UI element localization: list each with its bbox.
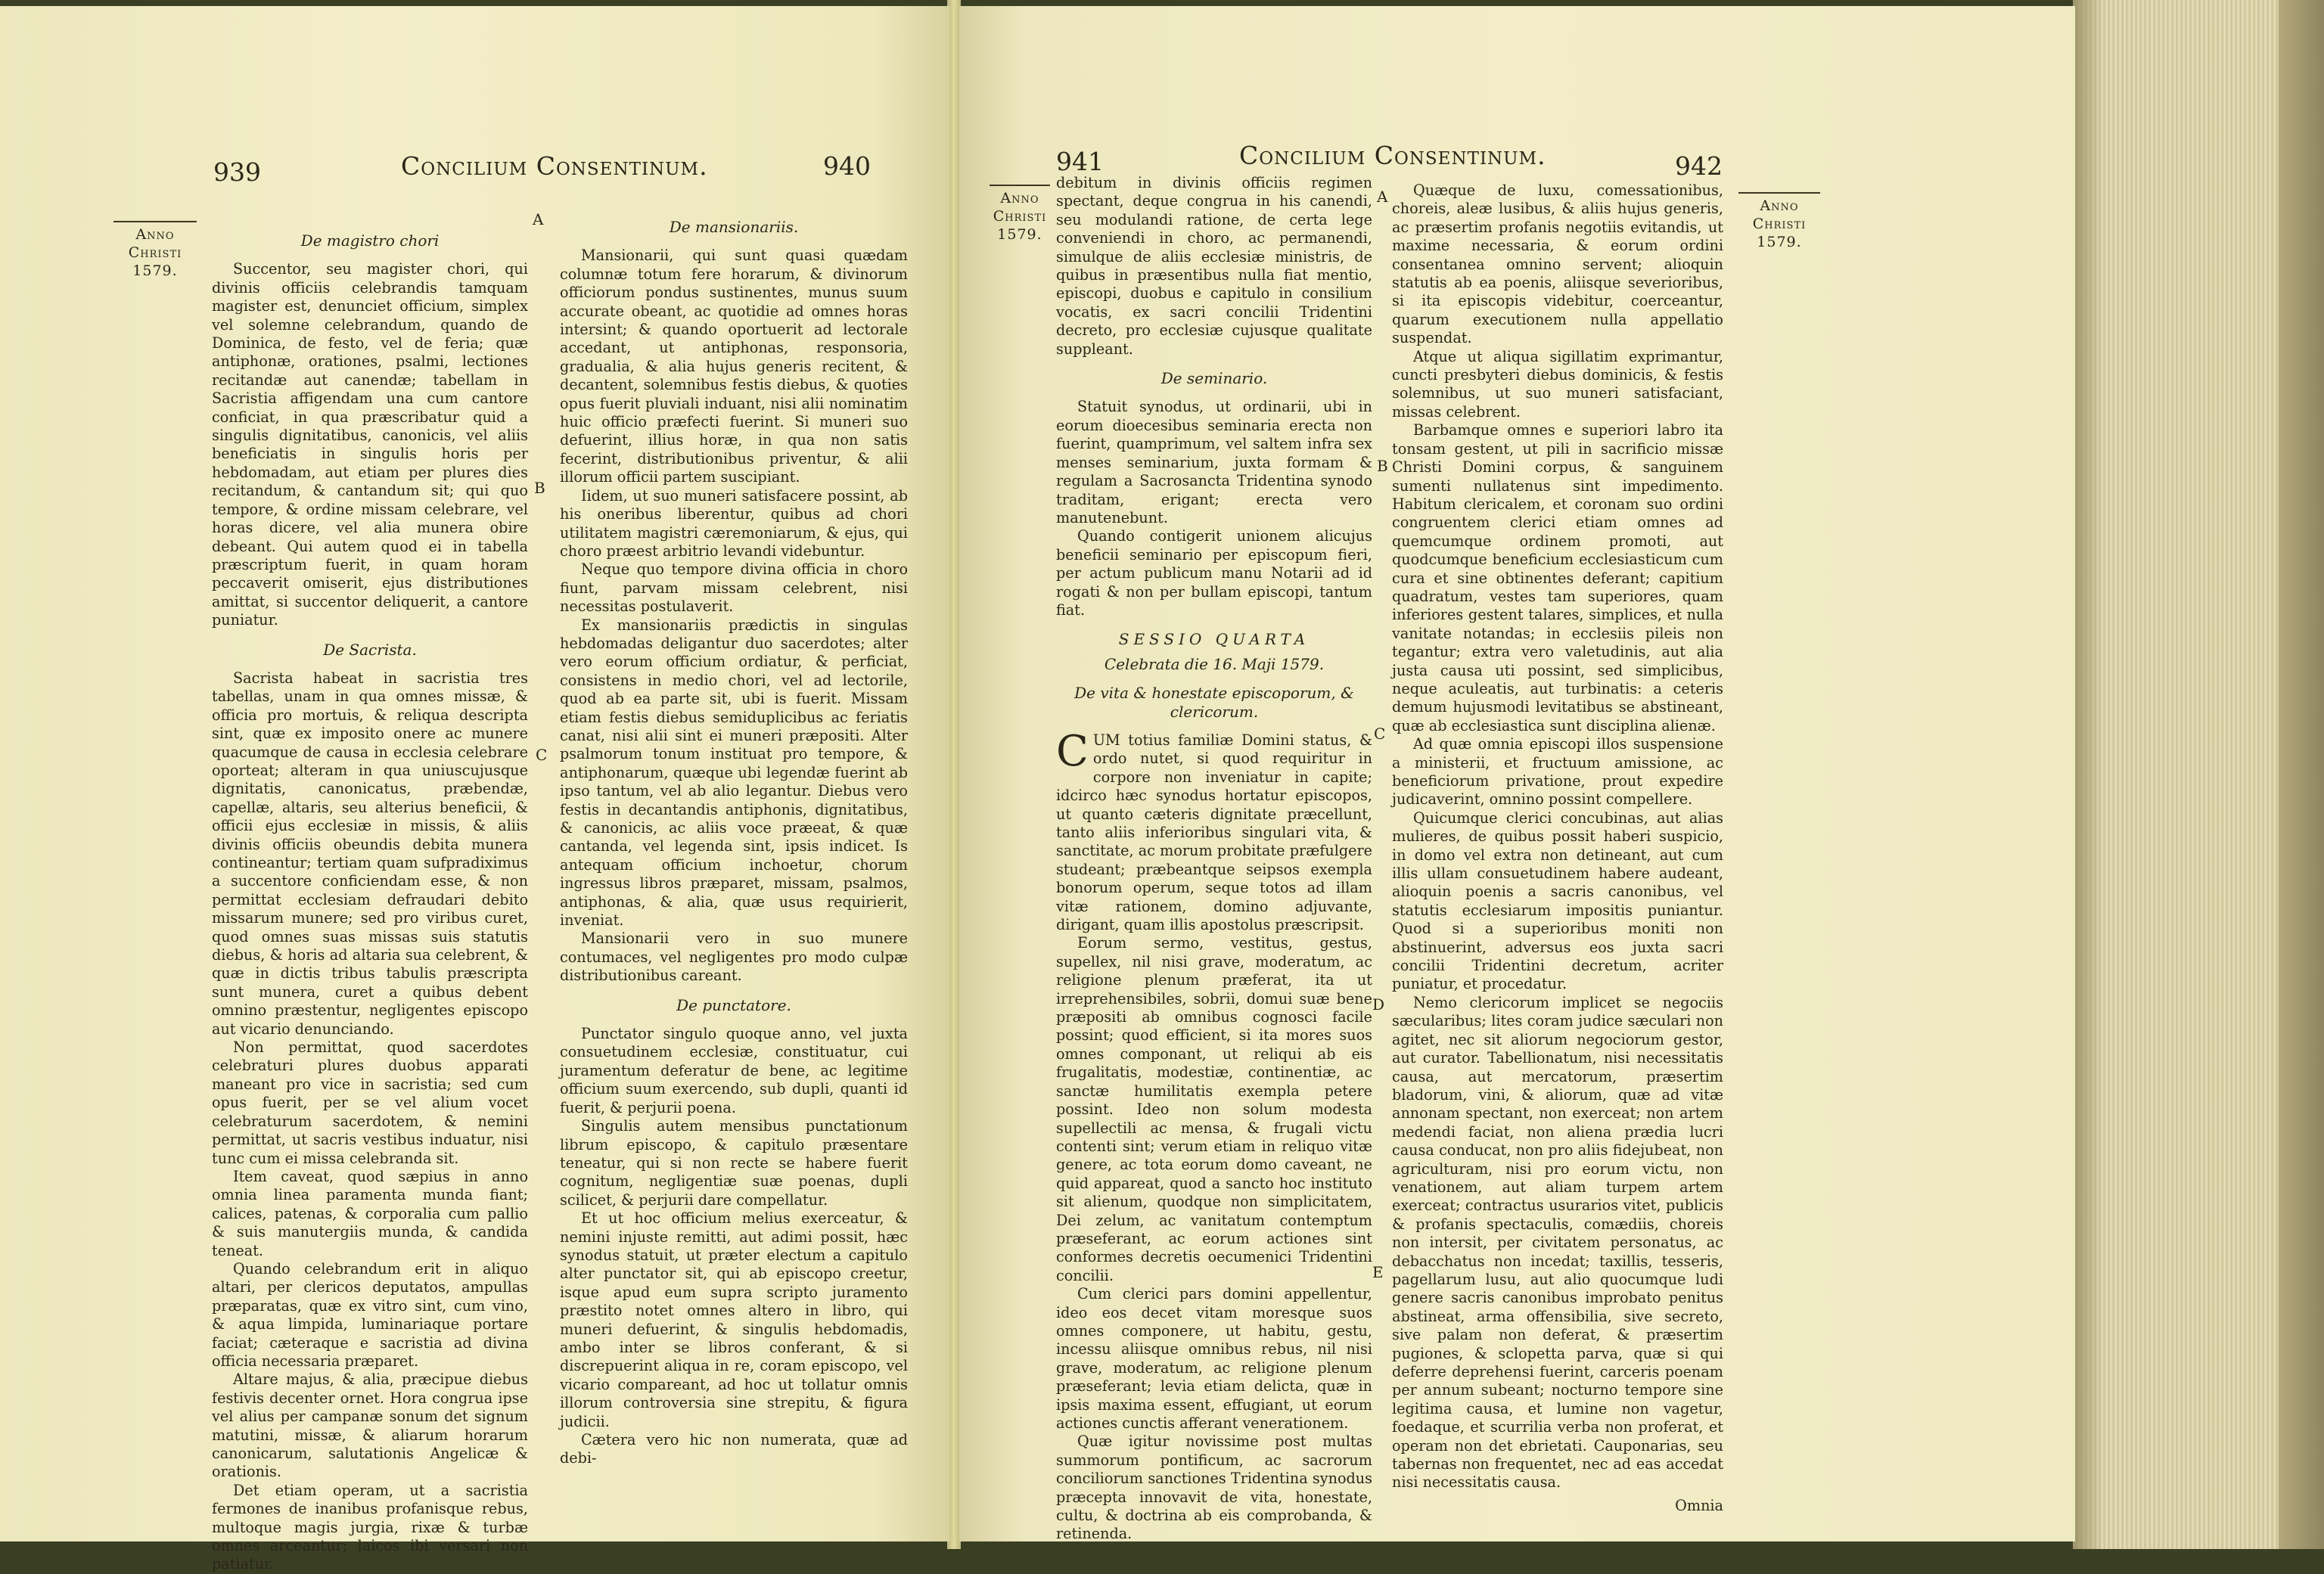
heading-de-punctatore: De punctatore. bbox=[676, 995, 791, 1014]
paragraph: Iidem, ut suo muneri satisfacere possint, ab his oneribus liberentur, quibus ad chori utilitatem magistri cæremoniarum, & ejus, qui choro præest arbitrio levandi videbuntur. bbox=[560, 486, 908, 560]
paragraph: Et ut hoc officium melius exerceatur, & nemini injuste remitti, aut adimi possit, hæc synodus statuit, ut præter electum a capitulo alter punctator sit, qui ab episcopo creetur, isque apud eum supra scripto juramento præstito notet omnes altero in libro, qui muneri defuerint, & singulis hebdomadis, ambo inter se libros conferant, & si discrepuerint aliqua in re, coram episcopo, vel vicario compareant, ad hoc ut tollatur omnis illorum controversia sine strepitu, & figura judicii. bbox=[560, 1209, 908, 1430]
margin-year: 1579. bbox=[1757, 234, 1802, 250]
paragraph: Quicumque clerici concubinas, aut alias mulieres, de quibus possit haberi suspicio, in domo vel extra non detineant, aut cum illis ullam consuetudinem habere audeant, alioquin poenis a sacris canonibus, vel statutis ecclesiarum impositis puniantur. Quod si a superioribus moniti non abstinuerint, adversus eos juxta sacri concilii Tridentini decretum, acriter puniatur, et procedatur. bbox=[1392, 809, 1723, 993]
heading-de-sacrista: De Sacrista. bbox=[323, 640, 417, 659]
paragraph: Mansionarii vero in suo munere contumaces, vel negligentes pro modo culpæ distributionibus careant. bbox=[560, 930, 908, 985]
paragraph: Ad quæ omnia episcopi illos suspensione a ministerii, et fructuum amissione, ac beneficiorum privatione, prout expedire judicaverint, omnino possint compellere. bbox=[1392, 735, 1723, 809]
paragraph: Quando contigerit unionem alicujus beneficii seminario per episcopum fieri, per actum publicum manu Notarii ad id rogati & non per bullam episcopi, tantum fiat. bbox=[1056, 527, 1372, 619]
heading-de-magistro-chori: De magistro chori bbox=[300, 231, 440, 250]
right-page-column-1 bbox=[1056, 174, 1372, 1544]
paragraph: Mansionarii, qui sunt quasi quædam columnæ totum fere horarum, & divinorum officiorum pondus sustinentes, munus suum accurate obeant, ac quotidie ad omnes horas intersint; & quando oportuerit ad lectorale accedant, ut antiphonas, responsoria, gradualia, & alia hujus generis recitent, & decantent, solemnibus festis diebus, & quoties opus fuerit pluviali induant, nisi alii nominatim huic officio præfecti fuerint. Si muneri suo defuerint, illius horæ, in qua non satis fecerint, distributionibus priventur, & alii illorum officii partem suscipiant. bbox=[560, 247, 908, 486]
paragraph: Atque ut aliqua sigillatim exprimantur, cuncti presbyteri diebus dominicis, & festis solemnibus, ut suo muneri satisfaciant, missas celebrent. bbox=[1392, 347, 1723, 421]
left-page-column-2 bbox=[560, 207, 908, 1468]
margin-christi: Christi bbox=[128, 244, 182, 261]
margin-anno: Anno bbox=[1760, 197, 1799, 214]
running-head: Concilium Consentinum. bbox=[1239, 141, 1546, 170]
margin-note-anno-christi-right bbox=[1741, 197, 1817, 251]
paragraph-with-dropcap bbox=[1056, 726, 1372, 934]
paragraph: Punctator singulo quoque anno, vel juxta consuetudinem ecclesiæ, constituatur, cui juramentum deferatur de bene, ac legitime officium suum exercendo, sub dupli, quanti id fuerit, & perjurii poena. bbox=[560, 1025, 908, 1116]
paragraph: Cætera vero hic non numerata, quæ ad debi- bbox=[560, 1431, 908, 1467]
paragraph: Eorum sermo, vestitus, gestus, supellex, nil nisi grave, moderatum, ac religione plenum præferat, ita ut irreprehensibiles, sobrii, domui suæ bene præpositi ab omnibus cognosci facile possint; quod efficient, si ita mores suos omnes componant, ut reliqui ab eis frugalitatis, modestiæ, continentiæ, ac sanctæ humilitatis exempla petere possint. Ideo non solum modesta supellectili ac mensa, & frugali victu contenti sint; verum etiam in reliquo vitæ genere, ac tota eorum domo caveant, ne quid appareat, quod a sancto hoc instituto sit alienum, quodque non simplicitatem, Dei zelum, ac vanitatum contemptum præseferant, ac eorum actiones sint conformes decretis oecumenici Tridentini concilii. bbox=[1056, 934, 1372, 1284]
section-letter-d: D bbox=[1372, 995, 1385, 1014]
paragraph: Non permittat, quod sacerdotes celebraturi plures duobus apparati maneant pro vice in sacristia; sed cum opus fuerit, per se vel alium vocet celebraturum sacerdotem, & nemini permittat, ut sacris vestibus induatur, nisi tunc cum ei missa celebranda sit. bbox=[212, 1038, 528, 1167]
paragraph: debitum in divinis officiis regimen spectant, deque congrua in his canendi, seu modulandi ratione, de certa lege conveniendi in choro, ac permanendi, simulque de aliis ecclesiæ ministris, de quibus in præsentibus nulla fiat mentio, episcopi, duobus e capitulo in consilium vocatis, ex sacri concilii Tridentini decreto, pro ecclesiæ cujusque qualitate suppleant. bbox=[1056, 174, 1372, 358]
paragraph: Barbamque omnes e superiori labro ita tonsam gestent, ut pili in sacrificio missæ Christi Domini corpus, & sanguinem sumenti nullatenus sint impedimento. Habitum clericalem, et coronam suo ordini congruentem clerici etiam omnes ad quemcumque ordinem promoti, aut quodcumque beneficium ecclesiasticum cum cura et sine obtinentes deferant; capitium quadratum, vestes tam superiores, quam inferiores gestent talares, simplices, et nulla vanitate notandas; in ecclesiis pileis non tegantur; extra vero valetudinis, aut alia justa causa uti possint, sed simplicibus, neque aculeatis, aut turbinatis: a ceteris demum hujusmodi levitatibus se abstineant, quæ ab ecclesiastica sunt disciplina alienæ. bbox=[1392, 421, 1723, 734]
page-stack-shadow bbox=[2073, 0, 2103, 1549]
heading-de-vita-et-honestate: De vita & honestate episcoporum, & clericorum. bbox=[1074, 684, 1354, 721]
session-heading: SESSIO QUARTA bbox=[1118, 630, 1310, 649]
right-page-column-2 bbox=[1392, 182, 1723, 1515]
running-head: Concilium Consentinum. bbox=[401, 151, 708, 181]
session-date: Celebrata die 16. Maji 1579. bbox=[1104, 654, 1325, 673]
drop-capital: C bbox=[1056, 726, 1089, 776]
section-letter-a: A bbox=[533, 210, 544, 228]
page-number-941: 941 bbox=[1056, 147, 1104, 176]
paragraph: Statuit synodus, ut ordinarii, ubi in eorum dioecesibus seminaria erecta non fuerint, quamprimum, vel saltem infra sex menses seminarium, juxta formam & regulam a Sacrosancta Tridentina synodo traditam, erigant; erecta vero manutenebunt. bbox=[1056, 398, 1372, 526]
page-stack-edge bbox=[2073, 0, 2324, 1549]
margin-note-anno-christi-left bbox=[990, 189, 1050, 244]
paragraph: Nemo clericorum implicet se negociis sæcularibus; lites coram judice sæculari non agitet, nec sit aliorum negociorum gestor, aut curator. Tabellionatum, nisi necessitatis causa, aut mercatorum, præsertim bladorum, vini, & aliorum, quæ ad vitæ annonam spectant, non exerceat; non artem medendi faciat, non aliena prædia lucri causa conducat, non pro aliis fidejubeat, non agriculturam, nisi pro eorum victu, non venationem, aut aliam turpem artem exerceat; contractus usurarios vitet, publicis & profanis spectaculis, comædiis, choreis non intersit, per civitatem personatus, ac debacchatus non incedat; taxillis, tesseris, pagellarum lusu, aut alio quocumque ludi genere sacris canonibus improbato penitus abstineat, arma offensibilia, sive secreto, sive palam non deferat, & præsertim pugiones, & sclopetta parva, quæ si qui deferre deprehensi fuerint, carceris poenam per annum subeant; nocturno tempore sine legitima causa, et lumine non vagetur, foedaque, et scurrilia verba non proferat, et operam non det ebrietati. Cauponarias, seu tabernas non frequentet, nec ad eas accedat nisi necessitatis causa. bbox=[1392, 993, 1723, 1492]
section-letter-b: B bbox=[534, 479, 545, 497]
paragraph: Neque quo tempore divina officia in choro fiunt, parvam missam celebrent, nisi necessitas postulaverit. bbox=[560, 560, 908, 616]
heading-de-mansionariis: De mansionariis. bbox=[669, 218, 799, 236]
left-page-column-1 bbox=[212, 221, 528, 1574]
paragraph: Quæque de luxu, comessationibus, choreis, aleæ lusibus, & aliis hujus generis, ac præsertim profanis negotiis evitandis, ut maxime necessaria, & eorum ordini consentanea omnino servent; alioquin statutis ab ea poenis, aliisque severioribus, si ita episcopis videbitur, coerceantur, quarum executionem nulla appellatio suspendat. bbox=[1392, 182, 1723, 347]
paragraph: Sacrista habeat in sacristia tres tabellas, unam in qua omnes missæ, & officia pro mortuis, & reliqua descripta sint, quæ ex imposito onere ac munere quacumque de causa in ecclesia celebrare oporteat; alteram in qua uniuscujusque dignitatis, canonicatus, præbendæ, capellæ, altaris, seu alterius beneficii, & officii ejus ecclesiæ in missis, & aliis divinis officiis obeundis debita munera contineantur; tertiam quam sufpradiximus a succentore conficiendam esse, & non permittat ecclesiam defraudari debito missarum munere; sed pro viribus curet, quod omnes suas missas suis statutis diebus, & horis ad altaria sua celebrent, & quæ in dictis tribus tabulis præscripta sunt munera, curet a quibus debent omnino præstentur, negligentes episcopo aut vicario denunciando. bbox=[212, 669, 528, 1038]
page-number-940: 940 bbox=[823, 151, 871, 181]
left-page bbox=[0, 6, 949, 1573]
paragraph: Item caveat, quod sæpius in anno omnia linea paramenta munda fiant; calices, patenas, & corporalia cum pallio & suis manutergiis munda, & candida teneat. bbox=[212, 1167, 528, 1259]
margin-note-anno-christi bbox=[113, 225, 197, 280]
paragraph: Singulis autem mensibus punctationum librum episcopo, & capitulo præsentare teneatur, qui si non recte se habere fuerit cognitum, negligentiæ suæ poenas, dupli scilicet, & perjurii dare compellatur. bbox=[560, 1117, 908, 1209]
section-letter-c: C bbox=[1374, 725, 1386, 743]
paragraph-text: UM totius familiæ Domini status, & ordo nutet, si quod requiritur in corpore non inveniatur in capite; idcirco hæc synodus hortatur episcopos, ut quanto cæteris dignitate præcellunt, tanto aliis inferioribus singulari vita, & sanctitate, ac morum probitate præfulgere studeant; præbeantque seipsos exempla bonorum operum, seque totos ad illam vitæ rationem, domino adjuvante, dirigant, quam illis apostolus præscripsit. bbox=[1056, 731, 1372, 934]
right-page bbox=[959, 6, 2075, 1541]
page-number-939: 939 bbox=[213, 157, 261, 187]
book-cover-edge bbox=[2279, 0, 2324, 1549]
margin-christi: Christi bbox=[993, 208, 1047, 225]
margin-anno: Anno bbox=[1000, 190, 1039, 206]
margin-anno: Anno bbox=[135, 226, 175, 243]
section-letter-c: C bbox=[536, 746, 548, 764]
paragraph: Det etiam operam, ut a sacristia fermones de inanibus profanisque rebus, multoque magis jurgia, rixæ & turbæ omnes arceantur; laicos ibi versari non patiatur. bbox=[212, 1481, 528, 1573]
paragraph: Quando celebrandum erit in aliquo altari, per clericos deputatos, ampullas præparatas, quæ ex vitro sint, cum vino, & aqua limpida, luminariaque portare faciat; cæteraque e sacristia ad divina officia necessaria præparet. bbox=[212, 1259, 528, 1370]
heading-de-seminario: De seminario. bbox=[1160, 369, 1268, 388]
paragraph: Altare majus, & alia, præcipue diebus festivis decenter ornet. Hora congrua ipse vel alius per campanæ sonum det signum matutini, missæ, & aliarum horarum canonicarum, salutationis Angelicæ & orationis. bbox=[212, 1371, 528, 1481]
margin-rule bbox=[113, 221, 197, 222]
section-letter-a: A bbox=[1377, 188, 1388, 206]
page-number-942: 942 bbox=[1675, 151, 1723, 181]
catchword: Omnia bbox=[1675, 1496, 1723, 1514]
margin-christi: Christi bbox=[1752, 216, 1807, 232]
section-letter-e: E bbox=[1372, 1263, 1384, 1281]
margin-rule bbox=[990, 185, 1050, 186]
margin-year: 1579. bbox=[997, 226, 1042, 243]
margin-year: 1579. bbox=[132, 262, 178, 279]
section-letter-b: B bbox=[1377, 457, 1388, 475]
paragraph: Quæ igitur novissime post multas summorum pontificum, ac sacrorum conciliorum sanctiones Tridentina synodus præcepta innovavit de vita, honestate, cultu, & doctrina ab eis comprobanda, & retinenda. bbox=[1056, 1433, 1372, 1543]
paragraph: Ex mansionariis prædictis in singulas hebdomadas deligantur duo sacerdotes; alter vero eorum officium ordiatur, & perficiat, consistens in medio chori, vel ad lectorile, quod ab ea parte sit, ubi is fuerit. Missam etiam festis diebus semiduplicibus ac feriatis canat, nisi alii sint ei muneri præpositi. Alter psalmorum tonum instituat pro tempore, & antiphonarum, quæque ubi legendæ fuerint ab ipso tantum, vel ab alio legantur. Diebus vero festis in decantandis antiphonis, dignitatibus, & canonicis, ac aliis voce præeat, & quæ cantanda, vel legenda sint, ipsis indicet. Is antequam officium inchoetur, chorum ingressus libros præparet, missam, psalmos, antiphonas, & alia, quæ usus requirierit, inveniat. bbox=[560, 616, 908, 930]
margin-rule bbox=[1738, 192, 1820, 194]
paragraph: Succentor, seu magister chori, qui divinis officiis celebrandis tamquam magister est, denunciet officium, simplex vel solemne celebrandum, quando de Dominica, de festo, vel de feria; quæ antiphonæ, orationes, psalmi, lectiones recitandæ aut canendæ; tabellam in Sacristia affigendam una cum cantore conficiat, in qua præscribatur quid a singulis dignitatibus, canonicis, vel aliis beneficiatis in singulis horis per hebdomadam, aut etiam per plures dies recitandum, & cantandum sit; qui quo tempore, & ordine missam celebrare, vel horas dicere, vel alia munera obire debeant. Qui autem quod ei in tabella præscriptum fuerit, in quam horam peccaverit omiserit, ejus distributiones amittat, si succentor deliquerit, a cantore puniatur. bbox=[212, 260, 528, 629]
paragraph: Cum clerici pars domini appellentur, ideo eos decet vitam moresque suos omnes componere, ut habitu, gestu, incessu aliisque omnibus rebus, nil nisi grave, moderatum, ac religione plenum præseferant; levia etiam delicta, quæ in ipsis maxima essent, effugiant, ut eorum actiones cunctis afferant venerationem. bbox=[1056, 1285, 1372, 1432]
